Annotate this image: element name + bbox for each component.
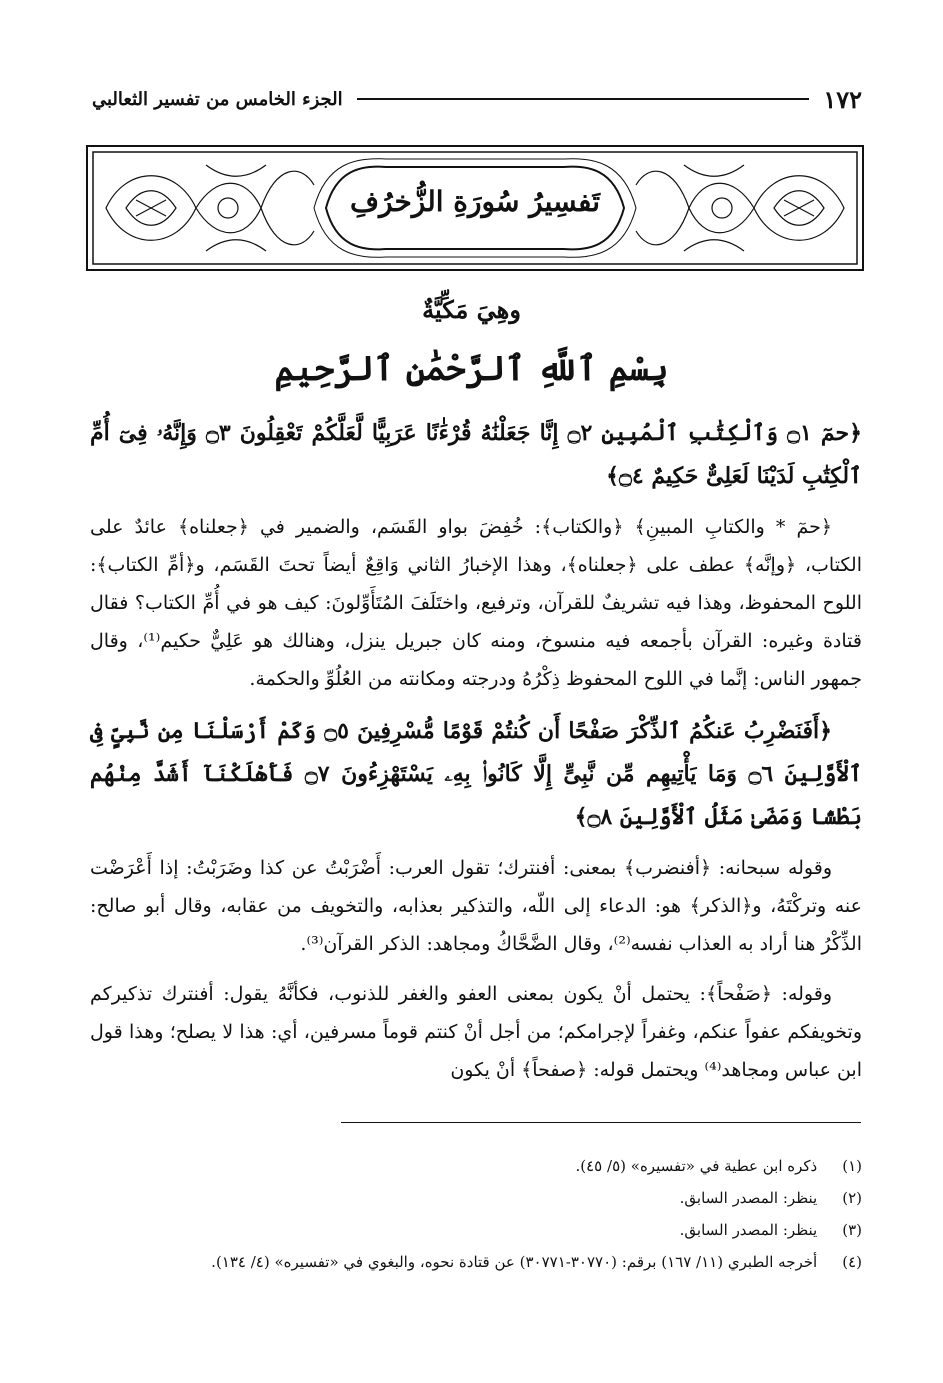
footnote-item [90,1182,862,1214]
footnote-number: (٣) [842,1221,862,1239]
header-rule [357,98,810,100]
footnote-item [90,1150,862,1182]
footnote-text: ينظر: المصدر السابق. [679,1221,818,1239]
footnote-text: ينظر: المصدر السابق. [679,1189,818,1207]
quran-verse-block: ﴿حمٓ ۝١ وَٱلْكِتَٰبِ ٱلْمُبِينِ ۝٢ إِنَّا جَعَلْنَٰهُ قُرْءَٰنًا عَرَبِيًّا لَّعَلَّكُمْ تَعْقِلُونَ ۝٣ وَإِنَّهُۥ فِىٓ أُمِّ ٱلْكِتَٰبِ لَدَيْنَا لَعَلِىٌّ حَكِيمٌ ۝٤﴾ [90,420,862,489]
footnote-number: (١) [842,1157,862,1175]
footnote-number: (٤) [842,1253,862,1271]
surah-ornament-frame [86,145,864,271]
footnote-item [90,1214,862,1246]
commentary-body [90,412,862,1101]
footnotes [90,1150,862,1278]
surah-title: تَفسِيرُ سُورَةِ الزُّخرُفِ [350,185,600,218]
footnote-text: أخرجه الطبري (١١/ ١٦٧) برقم: (٣٠٧٧٠-٣٠٧٧١) عن قتادة نحوه، والبغوي في «تفسيره» (٤/ ١٣٤). [211,1253,818,1271]
running-title: الجزء الخامس من تفسير الثعالبي [92,88,343,110]
basmala: بِسْمِ ٱللَّهِ ٱلرَّحْمَٰنِ ٱلرَّحِيمِ [274,349,669,389]
commentary-paragraph: وقوله: ﴿صَفْحاً﴾: يحتمل أنْ يكون بمعنى العفو والغفر للذنوب، فكأنَّهُ يقول: أفنترك تذكيركم وتخويفكم عفواً عنكم، وغفراً لإجرامكم؛ من أجل أنْ كنتم قوماً مسرفين، أي: هذا لا يصلح؛ وهذا قول ابن عباس ومجاهد⁽⁴⁾ ويحتمل قوله: ﴿صفحاً﴾ أنْ يكون [90,983,862,1081]
makkiyya-label: وهِيَ مَكِّيَّةٌ [422,295,521,324]
footnote-number: (٢) [842,1189,862,1207]
footnote-separator [341,1122,861,1123]
footnote-item [90,1246,862,1278]
footnote-text: ذكره ابن عطية في «تفسيره» (٥/ ٤٥). [575,1157,818,1175]
quran-verse-block: ﴿أَفَنَضْرِبُ عَنكُمُ ٱلذِّكْرَ صَفْحًا أَن كُنتُمْ قَوْمًا مُّسْرِفِينَ ۝٥ وَكَمْ أَرْسَلْنَا مِن نَّبِىٍّ فِى ٱلْأَوَّلِينَ ۝٦ وَمَا يَأْتِيهِم مِّن نَّبِىٍّ إِلَّا كَانُوا۟ بِهِۦ يَسْتَهْزِءُونَ ۝٧ فَأَهْلَكْنَآ أَشَدَّ مِنْهُم بَطْشًا وَمَضَىٰ مَثَلُ ٱلْأَوَّلِينَ ۝٨﴾ [90,718,862,830]
commentary-paragraph: وقوله سبحانه: ﴿أفنضرب﴾ بمعنى: أفنترك؛ تقول العرب: أَضْرَبْتُ عن كذا وضَرَبْتُ: إذا أَعْرَضْت عنه وتركْتَهُ، و﴿الذكر﴾ هو: الدعاء إلى اللّه، والتذكير بعذابه، والتخويف من عقابه، وقال أبو صالح: الذِّكْرُ هنا أراد به العذاب نفسه⁽²⁾، وقال الضَّحَّاكُ ومجاهد: الذكر القرآن⁽³⁾. [90,857,862,955]
page-number: ١٧٢ [823,84,862,114]
commentary-paragraph: ﴿حمٓ * والكتابِ المبينِ﴾ ﴿والكتاب﴾: خُفِضَ بواو القَسَم، والضمير في ﴿جعلناه﴾ عائدٌ على الكتاب، ﴿وإنَّه﴾ عطف على ﴿جعلناه﴾، وهذا الإخبارُ الثاني وَاقِعٌ أيضاً تحتَ القَسَم، و﴿أمِّ الكتاب﴾: اللوح المحفوظ، وهذا فيه تشريفٌ للقرآن، وترفيع، واختَلَفَ المُتَأَوِّلونَ: كيف هو في أُمِّ الكتاب؟ فقال قتادة وغيره: القرآن بأجمعه فيه منسوخ، ومنه كان جبريل ينزل، وهنالك هو عَلِيٌّ حكيم⁽¹⁾، وقال جمهور الناس: إنَّما في اللوح المحفوظ ذِكْرُهُ ودرجته ومكانته من العُلُوِّ والحكمة. [90,516,862,690]
running-header [92,84,862,114]
